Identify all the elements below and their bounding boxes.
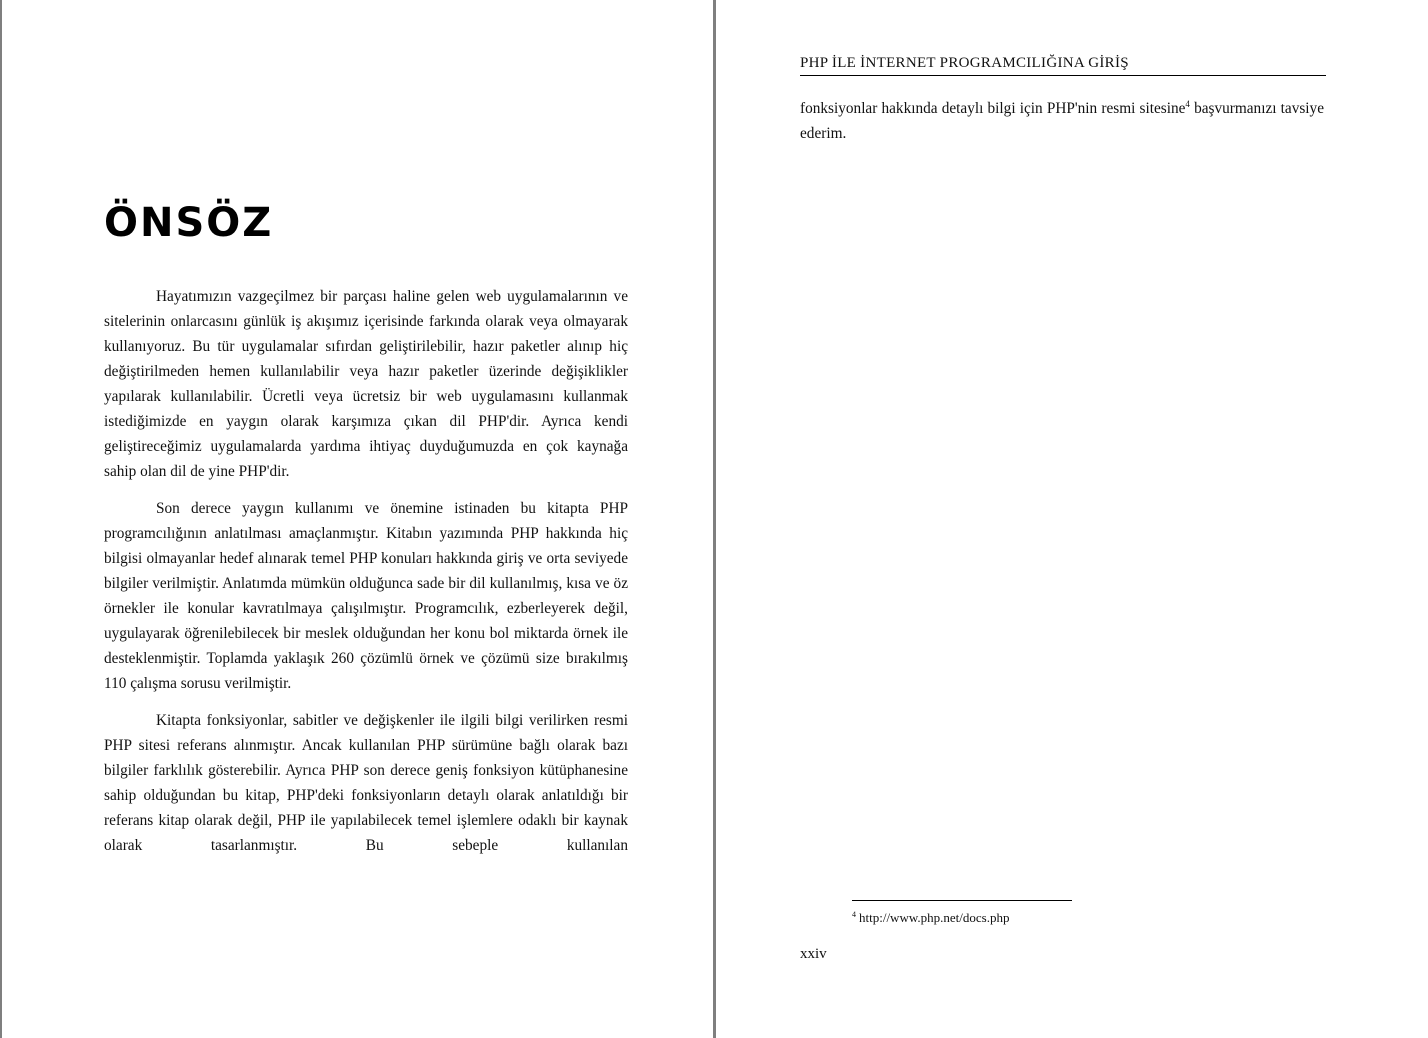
footnote	[852, 910, 1009, 926]
body-text	[104, 284, 628, 870]
left-page	[2, 0, 713, 1038]
footnote-link[interactable]: http://www.php.net/docs.php	[859, 910, 1010, 925]
continued-paragraph	[800, 96, 1324, 146]
running-header: PHP İLE İNTERNET PROGRAMCILIĞINA GİRİŞ	[800, 55, 1326, 76]
continued-text-end: başvurmanızı tavsiye ederim.	[800, 100, 1324, 142]
footnote-reference[interactable]: 4	[1185, 98, 1190, 109]
footnote-number: 4	[852, 909, 856, 919]
paragraph: Son derece yaygın kullanımı ve önemine istinaden bu kitapta PHP programcılığının anlatılması amaçlanmıştır. Kitabın yazımında PHP hakkında hiç bilgisi olmayanlar hedef alınarak temel PHP konuları hakkında giriş ve orta seviyede bilgiler verilmiştir. Anlatımda mümkün olduğunca sade bir dil kullanılmış, kısa ve öz örnekler ile konular kavratılmaya çalışılmıştır. Programcılık, ezberleyerek değil, uygulayarak öğrenilebilecek bir meslek olduğundan her konu bol miktarda örnek ile desteklenmiştir. Toplamda yaklaşık 260 çözümlü örnek ve çözümü size bırakılmış 110 çalışma sorusu verilmiştir.	[104, 500, 628, 692]
page-number: xxiv	[800, 946, 827, 962]
footnote-separator	[852, 900, 1072, 901]
chapter-title: ÖNSÖZ	[104, 200, 274, 246]
paragraph: Hayatımızın vazgeçilmez bir parçası haline gelen web uygulamalarının ve sitelerinin onlarcasını günlük iş akışımız içerisinde farkında olarak veya olmayarak kullanıyoruz. Bu tür uygulamalar sıfırdan geliştirilebilir, hazır paketler alınıp hiç değiştirilmeden hemen kullanılabilir veya hazır paketler üzerinde değişiklikler yapılarak kullanılabilir. Ücretli veya ücretsiz bir web uygulamasını kullanmak istediğimizde en yaygın olarak karşımıza çıkan dil PHP'dir. Ayrıca kendi geliştireceğimiz uygulamalarda yardıma ihtiyaç duyduğumuzda en çok kaynağa sahip olan dil de yine PHP'dir.	[104, 288, 628, 480]
paragraph: Kitapta fonksiyonlar, sabitler ve değişkenler ile ilgili bilgi verilirken resmi PHP sitesi referans alınmıştır. Ancak kullanılan PHP sürümüne bağlı olarak bazı bilgiler farklılık gösterebilir. Ayrıca PHP son derece geniş fonksiyon kütüphanesine sahip olduğundan bu kitap, PHP'deki fonksiyonların detaylı olarak anlatıldığı bir referans kitap olarak değil, PHP ile yapılabilecek temel işlemlere odaklı bir kaynak olarak tasarlanmıştır. Bu sebeple kullanılan	[104, 712, 628, 854]
right-page	[716, 0, 1428, 1038]
continued-text: fonksiyonlar hakkında detaylı bilgi için PHP'nin resmi sitesine	[800, 100, 1186, 117]
